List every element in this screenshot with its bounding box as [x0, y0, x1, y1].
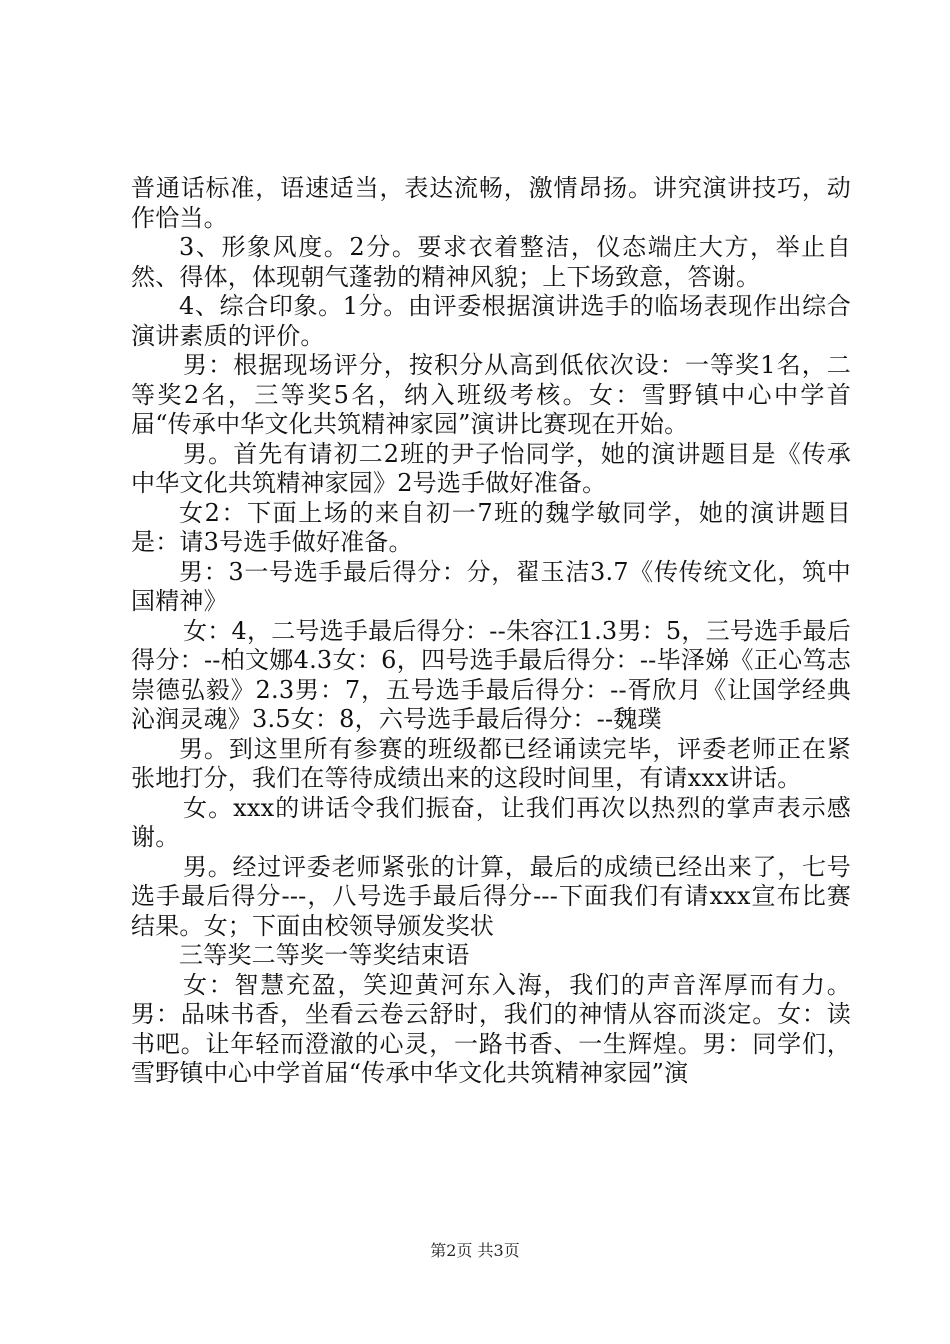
paragraph-1: 普通话标准，语速适当，表达流畅，激情昂扬。讲究演讲技巧，动作恰当。 — [131, 174, 851, 232]
paragraph-12: 三等奖二等奖一等奖结束语 — [179, 941, 470, 969]
paragraph-11: 男。经过评委老师紧张的计算，最后的成绩已经出来了，七号选手最后得分---，八号选手最后得分---下面我们有请xxx宣布比赛结果。女；下面由校领导颁发奖状 — [131, 852, 851, 940]
paragraph-10: 女。xxx的讲话令我们振奋，让我们再次以热烈的掌声表示感谢。 — [131, 793, 851, 851]
paragraph-9: 男。到这里所有参赛的班级都已经诵读完毕，评委老师正在紧张地打分，我们在等待成绩出来的这段时间里，有请xxx讲话。 — [131, 734, 851, 792]
paragraph-4: 男：根据现场评分，按积分从高到低依次设：一等奖1名，二等奖2名，三等奖5名，纳入班级考核。女：雪野镇中心中学首届“传承中华文化共筑精神家园”演讲比赛现在开始。 — [131, 351, 851, 438]
paragraph-13: 女：智慧充盈，笑迎黄河东入海，我们的声音浑厚而有力。男：品味书香，坐看云卷云舒时，我们的神情从容而淡定。女：读书吧。让年轻而澄澈的心灵，一路书香、一生辉煌。男：同学们，雪野镇中心中学首届“传承中华文化共筑精神家园”演 — [131, 970, 851, 1087]
paragraph-5: 男。首先有请初二2班的尹子怡同学，她的演讲题目是《传承中华文化共筑精神家园》2号选手做好准备。 — [131, 439, 851, 497]
paragraph-8: 女：4，二号选手最后得分：--朱容江1.3男：5，三号选手最后得分：--柏文娜4.3女：6，四号选手最后得分：--毕泽娣《正心笃志崇德弘毅》2.3男：7，五号选手最后得分：--胥欣月《让国学经典沁润灵魂》3.5女：8，六号选手最后得分：--魏璞 — [131, 616, 851, 733]
page-footer: 第2页 共3页 — [430, 1241, 520, 1260]
paragraph-2: 3、形象风度。2分。要求衣着整洁，仪态端庄大方，举止自然、得体，体现朝气蓬勃的精神风貌；上下场致意，答谢。 — [131, 233, 851, 291]
document-body — [131, 174, 851, 1089]
paragraph-7: 男：3一号选手最后得分：分，翟玉洁3.7《传传统文化，筑中国精神》 — [131, 557, 851, 615]
paragraph-6: 女2：下面上场的来自初一7班的魏学敏同学，她的演讲题目是：请3号选手做好准备。 — [131, 498, 851, 556]
paragraph-3: 4、综合印象。1分。由评委根据演讲选手的临场表现作出综合演讲素质的评价。 — [131, 292, 851, 350]
